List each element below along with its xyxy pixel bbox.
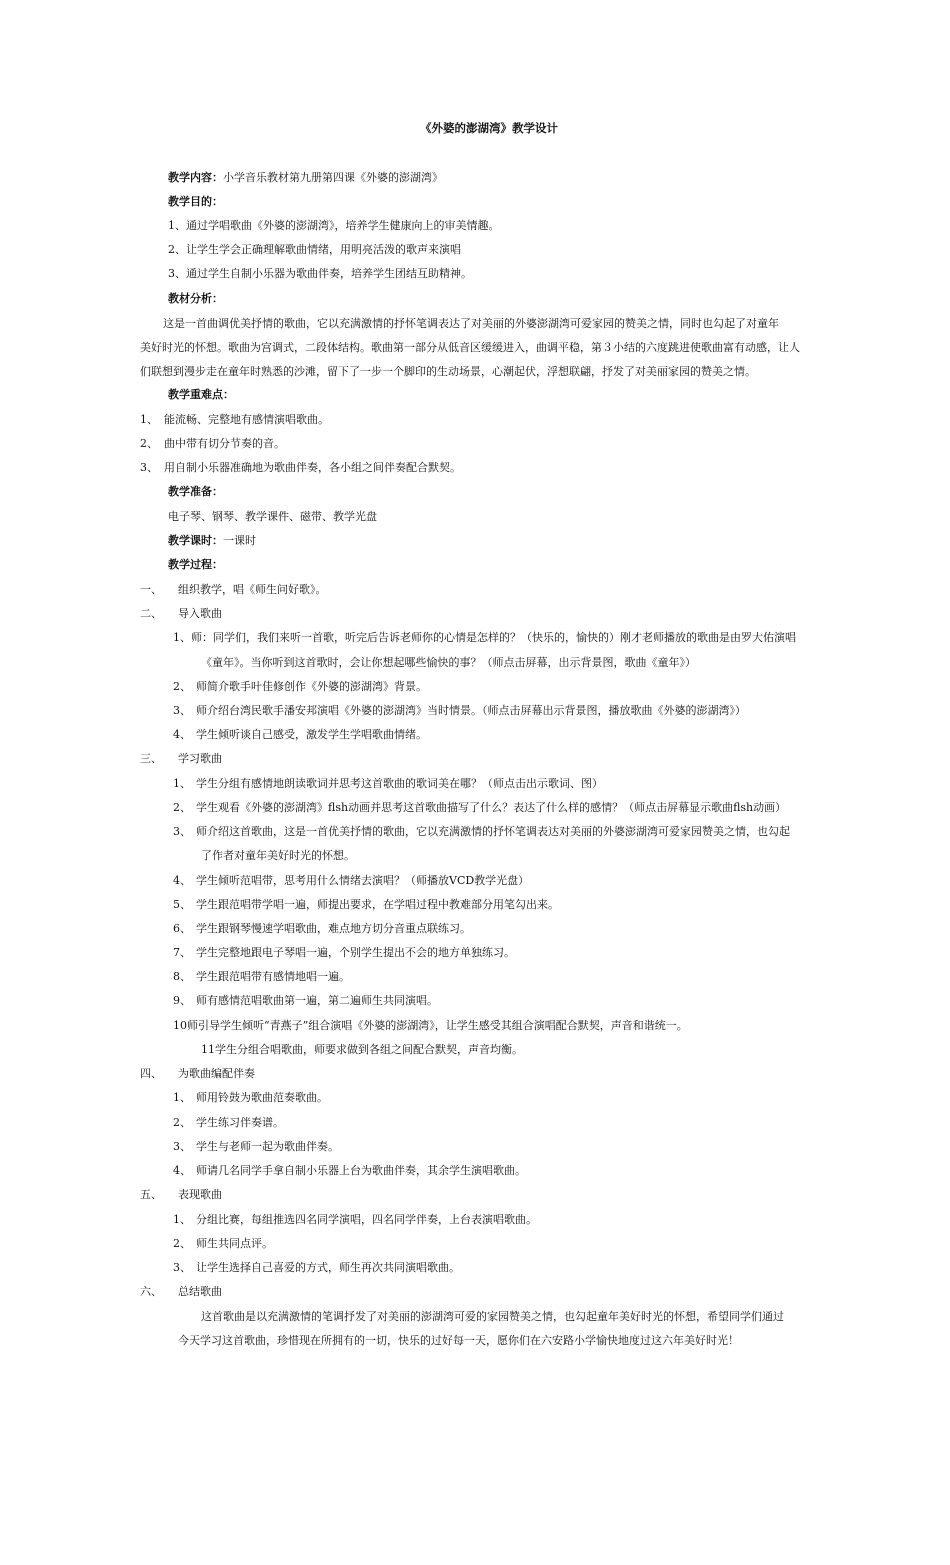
item-text: 学生跟范唱带学唱一遍，师提出要求，在学唱过程中教难部分用笔勾出来。	[196, 898, 559, 911]
item-text: 分组比赛，每组推选四名同学演唱，四名同学伴奏，上台表演唱歌曲。	[196, 1213, 537, 1226]
item-number: 7、	[173, 946, 191, 959]
goal-item: 3、通过学生自制小乐器为歌曲伴奏，培养学生团结互助精神。	[168, 267, 472, 280]
goal-item: 1、通过学唱歌曲《外婆的澎湖湾》，培养学生健康向上的审美情趣。	[168, 219, 500, 232]
item-number: 4、	[173, 874, 191, 887]
goal-item: 2、让学生学会正确理解歌曲情绪，用明亮活泼的歌声来演唱	[168, 243, 461, 256]
section-number: 五、	[140, 1188, 162, 1201]
section-number: 二、	[140, 607, 162, 620]
item-number: 3、	[173, 1140, 191, 1153]
key-points-label: 教学重难点：	[168, 388, 234, 401]
section-number: 三、	[140, 752, 162, 765]
item-text: 学生完整地跟电子琴唱一遍，个别学生提出不会的地方单独练习。	[196, 946, 515, 959]
item-text: 让学生选择自己喜爱的方式，师生再次共同演唱歌曲。	[196, 1261, 460, 1274]
item-text: 师用铃鼓为歌曲范奏歌曲。	[196, 1091, 328, 1104]
item-text: 师介绍这首歌曲，这是一首优美抒情的歌曲，它以充满激情的抒怀笔调表达对美丽的外婆澎湖湾可爱家园赞美之情，也勾起	[196, 825, 790, 838]
item-number: 4、	[173, 1164, 191, 1177]
item-number: 6、	[173, 922, 191, 935]
section-title: 组织教学，唱《师生问好歌》。	[178, 583, 327, 596]
section-number: 一、	[140, 583, 162, 596]
document-title: 《外婆的澎湖湾》教学设计	[420, 121, 558, 135]
item-number: 3、	[173, 1261, 191, 1274]
item-text: 学生与老师一起为歌曲伴奏。	[196, 1140, 339, 1153]
key-point-text: 能流畅、完整地有感情演唱歌曲。	[164, 413, 329, 426]
duration	[168, 533, 256, 549]
item-text: 学生分组有感情地朗读歌词并思考这首歌曲的歌词美在哪？（师点击出示歌词、图）	[196, 777, 603, 790]
item-text: 师有感情范唱歌曲第一遍，第二遍师生共同演唱。	[196, 994, 438, 1007]
item-text: 学生跟钢琴慢速学唱歌曲，难点地方切分音重点联练习。	[196, 922, 471, 935]
item-text: 学生观看《外婆的澎湖湾》flsh动画并思考这首歌曲描写了什么？表达了什么样的感情？（师点击屏幕显示歌曲flsh动画）	[196, 801, 787, 814]
summary-line: 这首歌曲是以充满激情的笔调抒发了对美丽的澎湖湾可爱的家园赞美之情，也勾起童年美好时光的怀想，希望同学们通过	[201, 1310, 784, 1323]
section-title: 为歌曲编配伴奏	[178, 1067, 255, 1080]
key-point-number: 2、	[140, 437, 158, 450]
key-point-text: 用自制小乐器准确地为歌曲伴奏，各小组之间伴奏配合默契。	[164, 461, 461, 474]
item-text: 学生跟范唱带有感情地唱一遍。	[196, 970, 350, 983]
item-number: 2、	[173, 801, 191, 814]
item-number: 9、	[173, 994, 191, 1007]
item-number: 2、	[173, 680, 191, 693]
section-number: 四、	[140, 1067, 162, 1080]
list-item: 11学生分组合唱歌曲，师要求做到各组之间配合默契，声音均衡。	[201, 1043, 523, 1056]
material-analysis-label: 教材分析：	[168, 292, 223, 305]
list-item: 1、师：同学们，我们来听一首歌，听完后告诉老师你的心情是怎样的？（快乐的，愉快的）刚才老师播放的歌曲是由罗大佑演唱	[173, 631, 796, 644]
item-number: 1、	[173, 777, 191, 790]
analysis-line: 们联想到漫步走在童年时熟悉的沙滩，留下了一步一个脚印的生动场景，心潮起伏，浮想联翩，抒发了对美丽家园的赞美之情。	[140, 365, 756, 378]
item-text: 了作者对童年美好时光的怀想。	[201, 849, 355, 862]
process-label: 教学过程：	[168, 558, 223, 571]
item-number: 2、	[173, 1116, 191, 1129]
list-item: 《童年》。当你听到这首歌时，会让你想起哪些愉快的事？（师点击屏幕，出示背景图，歌曲《童年》）	[201, 656, 696, 669]
analysis-line: 美好时光的怀想。歌曲为宫调式，二段体结构。歌曲第一部分从低音区缓缓进入，曲调平稳，第３小结的六度跳进使歌曲富有动感，让人	[140, 341, 800, 354]
item-number: 3、	[173, 825, 191, 838]
item-number: 4、	[173, 728, 191, 741]
preparation-label: 教学准备：	[168, 485, 223, 498]
item-number: 3、	[173, 704, 191, 717]
item-number: 1、	[173, 1091, 191, 1104]
item-text: 学生倾听谈自己感受，激发学生学唱歌曲情绪。	[196, 728, 427, 741]
item-text: 学生练习伴奏谱。	[196, 1116, 284, 1129]
preparation-text: 电子琴、钢琴、教学课件、磁带、教学光盘	[168, 510, 377, 523]
teaching-goals-label: 教学目的：	[168, 195, 223, 208]
key-point-text: 曲中带有切分节奏的音。	[164, 437, 285, 450]
duration-text: 一课时	[223, 534, 256, 547]
item-number: 5、	[173, 898, 191, 911]
item-text: 师生共同点评。	[196, 1237, 273, 1250]
teaching-content-label: 教学内容：	[168, 171, 223, 184]
key-point-number: 3、	[140, 461, 158, 474]
key-point-number: 1、	[140, 413, 158, 426]
item-number: 8、	[173, 970, 191, 983]
item-text: 师简介歌手叶佳修创作《外婆的澎湖湾》背景。	[196, 680, 427, 693]
section-title: 学习歌曲	[178, 752, 222, 765]
item-text: 师介绍台湾民歌手潘安邦演唱《外婆的澎湖湾》当时情景。（师点击屏幕出示背景图，播放歌曲《外婆的澎湖湾》）	[196, 704, 746, 717]
section-number: 六、	[140, 1285, 162, 1298]
item-number: 2、	[173, 1237, 191, 1250]
duration-label: 教学课时：	[168, 534, 223, 547]
section-title: 表现歌曲	[178, 1188, 222, 1201]
teaching-content-text: 小学音乐教材第九册第四课《外婆的澎湖湾》	[223, 171, 443, 184]
section-title: 导入歌曲	[178, 607, 222, 620]
item-text: 学生倾听范唱带，思考用什么情绪去演唱？（师播放VCD教学光盘）	[196, 874, 530, 887]
list-item: 10师引导学生倾听“青燕子”组合演唱《外婆的澎湖湾》，让学生感受其组合演唱配合默契，声音和谐统一。	[173, 1019, 688, 1032]
analysis-line: 这是一首曲调优美抒情的歌曲，它以充满激情的抒怀笔调表达了对美丽的外婆澎湖湾可爱家园的赞美之情，同时也勾起了对童年	[163, 317, 779, 330]
item-text: 师请几名同学手拿自制小乐器上台为歌曲伴奏，其余学生演唱歌曲。	[196, 1164, 526, 1177]
teaching-content	[168, 170, 443, 186]
section-title: 总结歌曲	[178, 1285, 222, 1298]
item-number: 1、	[173, 1213, 191, 1226]
summary-line: 今天学习这首歌曲，珍惜现在所拥有的一切，快乐的过好每一天，愿你们在六安路小学愉快地度过这六年美好时光！	[178, 1334, 739, 1347]
